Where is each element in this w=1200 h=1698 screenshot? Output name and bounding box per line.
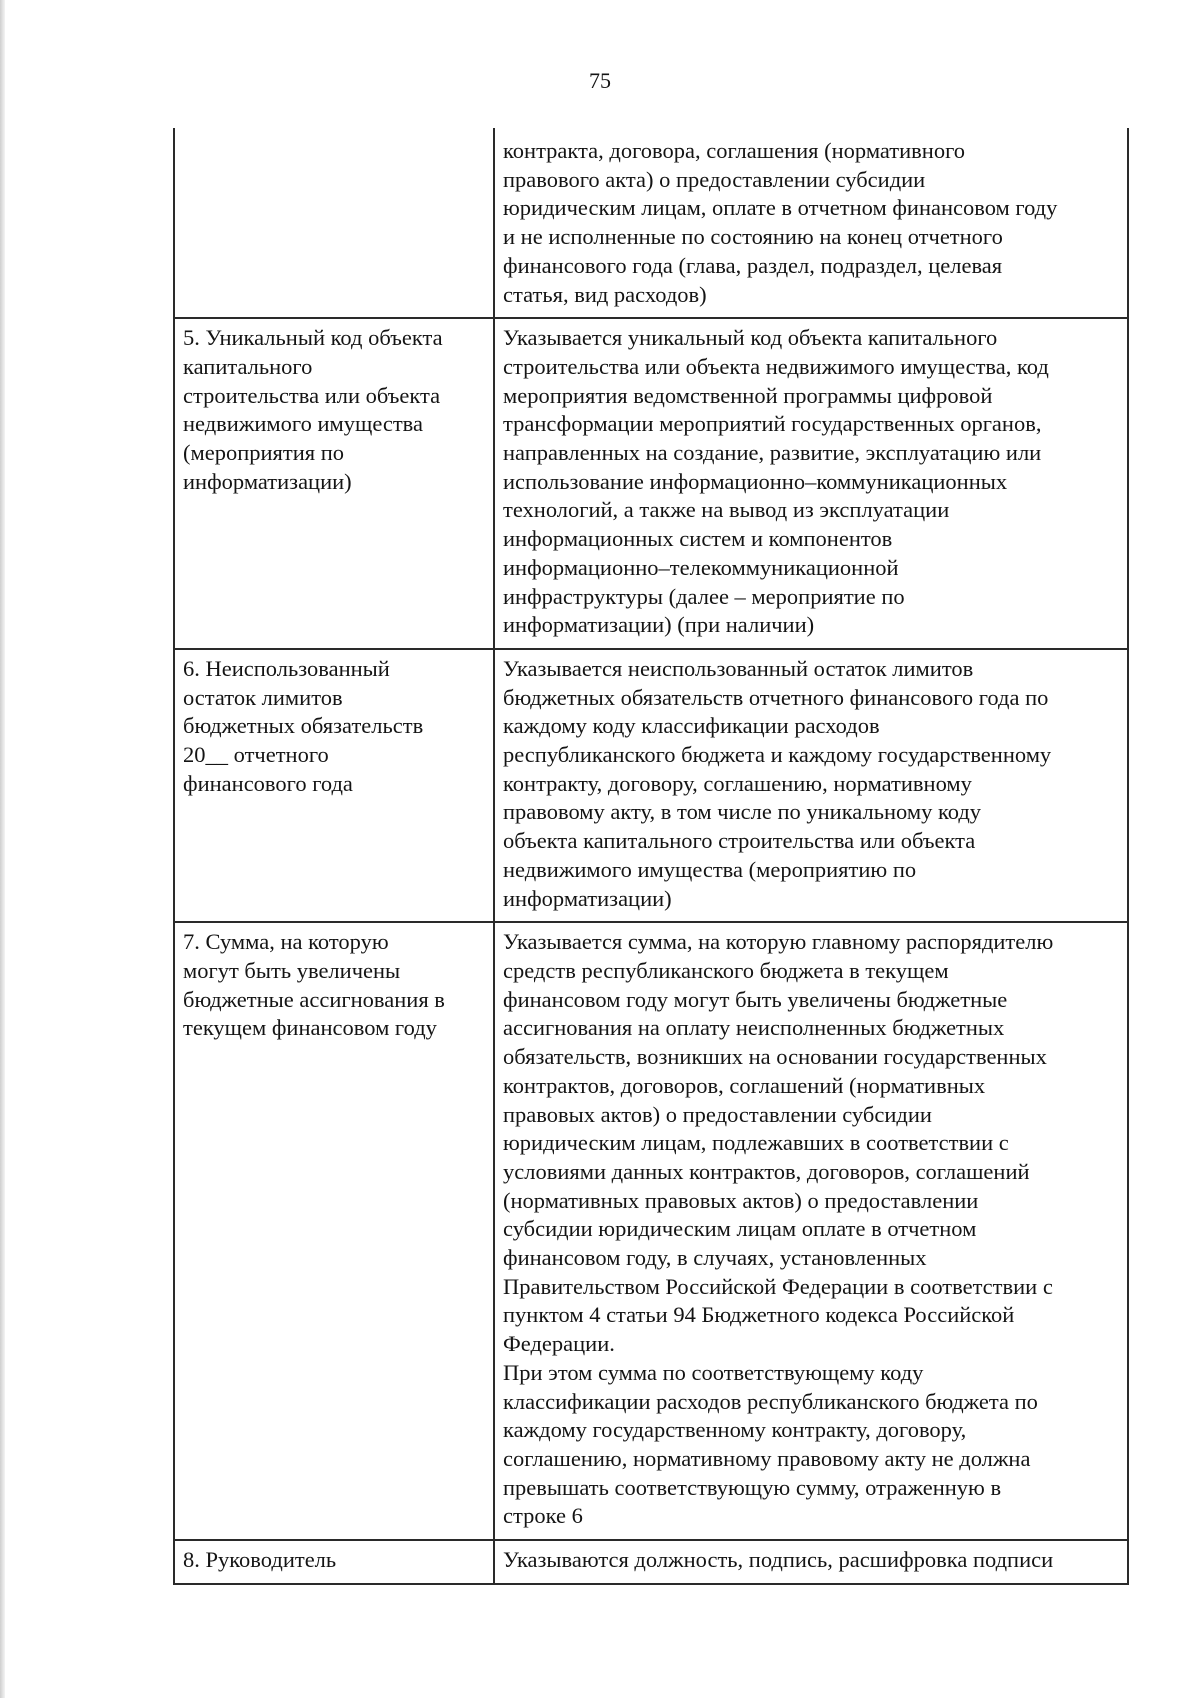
row-label: 6. Неиспользованный остаток лимитов бюджетных обязательств 20__ отчетного финансового года	[174, 649, 494, 922]
row-description: Указывается неиспользованный остаток лимитов бюджетных обязательств отчетного финансового года по каждому коду классификации расходов республиканского бюджета и каждому государственному контракту, договору, соглашению, нормативному правовому акту, в том числе по уникальному коду объекта капитального строительства или объекта недвижимого имущества (мероприятию по информатизации)	[494, 649, 1128, 922]
table-row	[174, 128, 1128, 318]
row-description: Указывается сумма, на которую главному распорядителю средств республиканского бюджета в текущем финансовом году могут быть увеличены бюджетные ассигнования на оплату неисполненных бюджетных обязательств, возникших на основании государственных контрактов, договоров, соглашений (нормативных правовых актов) о предоставлении субсидии юридическим лицам, подлежавших в соответствии с условиями данных контрактов, договоров, соглашений (нормативных правовых актов) о предоставлении субсидии юридическим лицам оплате в отчетном финансовом году, в случаях, установленных Правительством Российской Федерации в соответствии с пунктом 4 статьи 94 Бюджетного кодекса Российской Федерации. При этом сумма по соответствующему коду классификации расходов республиканского бюджета по каждому государственному контракту, договору, соглашению, нормативному правовому акту не должна превышать соответствующую сумму, отраженную в строке 6	[494, 922, 1128, 1540]
table-row	[174, 649, 1128, 922]
table-row	[174, 318, 1128, 649]
row-description: Указываются должность, подпись, расшифровка подписи	[494, 1540, 1128, 1584]
row-label: 7. Сумма, на которую могут быть увеличены бюджетные ассигнования в текущем финансовом году	[174, 922, 494, 1540]
scan-edge	[0, 0, 5, 1698]
page-number: 75	[589, 68, 611, 93]
row-label: 5. Уникальный код объекта капитального строительства или объекта недвижимого имущества (мероприятия по информатизации)	[174, 318, 494, 649]
requirements-table	[173, 128, 1129, 1585]
table-row	[174, 922, 1128, 1540]
row-description: контракта, договора, соглашения (нормативного правового акта) о предоставлении субсидии юридическим лицам, оплате в отчетном финансовом году и не исполненные по состоянию на конец отчетного финансового года (глава, раздел, подраздел, целевая статья, вид расходов)	[494, 128, 1128, 318]
table-row	[174, 1540, 1128, 1584]
row-label	[174, 128, 494, 318]
row-label: 8. Руководитель	[174, 1540, 494, 1584]
row-description: Указывается уникальный код объекта капитального строительства или объекта недвижимого имущества, код мероприятия ведомственной программы цифровой трансформации мероприятий государственных органов, направленных на создание, развитие, эксплуатацию или использование информационно–коммуникационных технологий, а также на вывод из эксплуатации информационных систем и компонентов информационно–телекоммуникационной инфраструктуры (далее – мероприятие по информатизации) (при наличии)	[494, 318, 1128, 649]
